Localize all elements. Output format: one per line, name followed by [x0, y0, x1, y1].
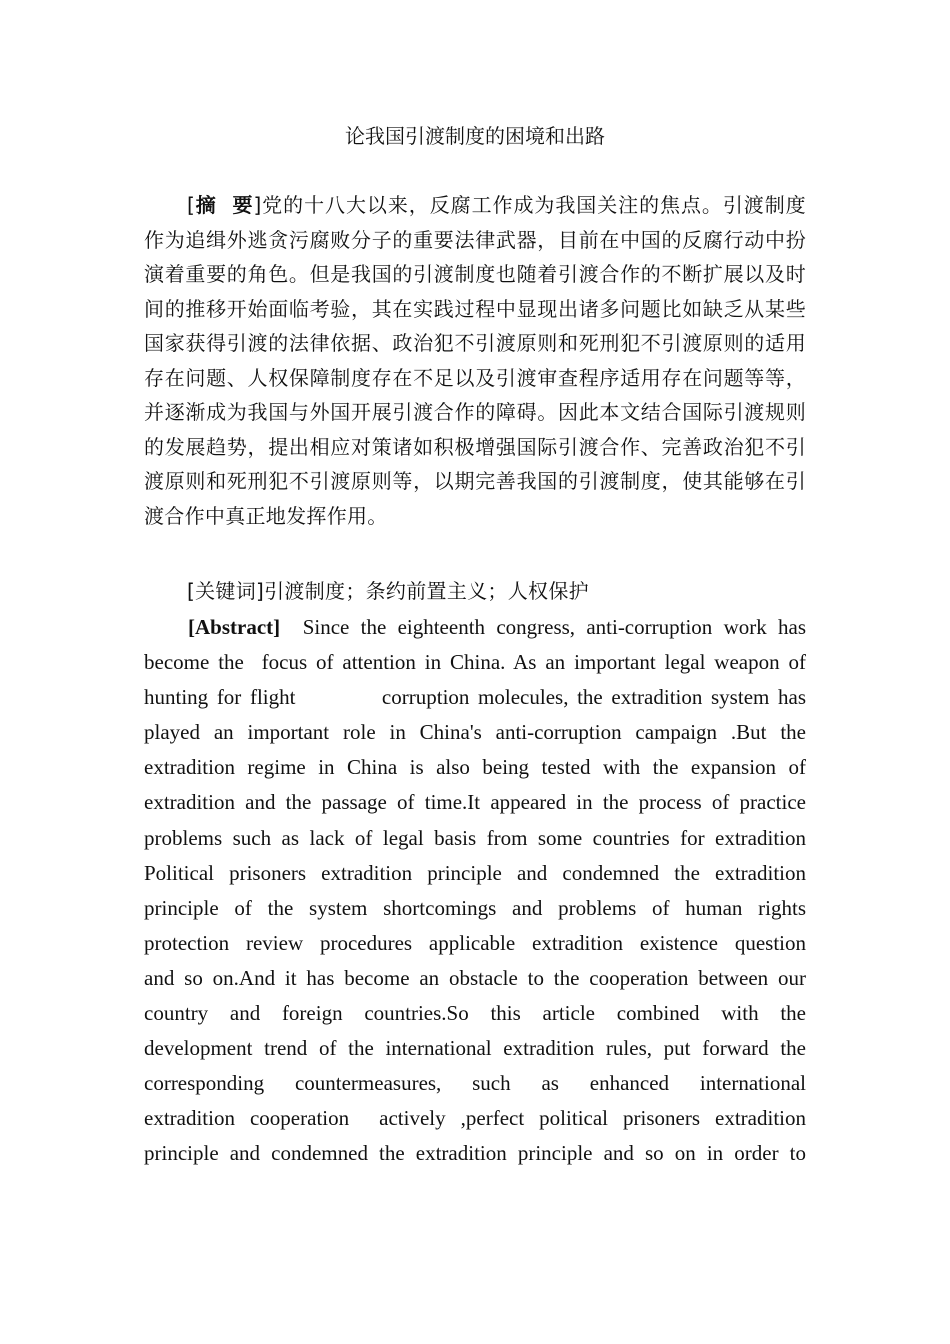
chinese-abstract [144, 188, 806, 533]
english-abstract-line: corresponding countermeasures, such as enhanced international [144, 1071, 806, 1096]
english-abstract-line: protection review procedures applicable extradition existence question [144, 930, 806, 955]
english-abstract-line: Political prisoners extradition principle and condemned the extradition [144, 860, 806, 885]
english-abstract-line: country and foreign countries.So this article combined with the [144, 1001, 806, 1026]
english-abstract-line: extradition cooperation actively ,perfect political prisoners extradition [144, 1106, 806, 1131]
english-abstract-line: and so on.And it has become an obstacle to the cooperation between our [144, 965, 806, 990]
english-abstract [144, 610, 806, 1172]
chinese-keywords [144, 574, 806, 609]
english-abstract-line: development trend of the international extradition rules, put forward the [144, 1036, 806, 1061]
chinese-abstract-text: 党的十八大以来，反腐工作成为我国关注的焦点。引渡制度作为追缉外逃贪污腐败分子的重要法律武器，目前在中国的反腐行动中扮演着重要的角色。但是我国的引渡制度也随着引渡合作的不断扩展以及时间的推移开始面临考验，其在实践过程中显现出诸多问题比如缺乏从某些国家获得引渡的法律依据、政治犯不引渡原则和死刑犯不引渡原则的适用存在问题、人权保障制度存在不足以及引渡审查程序适用存在问题等等，并逐渐成为我国与外国开展引渡合作的障碍。因此本文结合国际引渡规则的发展趋势，提出相应对策诸如积极增强国际引渡合作、完善政治犯不引渡原则和死刑犯不引渡原则等，以期完善我国的引渡制度，使其能够在引渡合作中真正地发挥作用。 [144, 193, 806, 528]
chinese-keywords-label: 关键词 [195, 579, 257, 603]
english-abstract-line-text: Since the eighteenth congress, anti-corruption work has [302, 615, 806, 639]
english-abstract-line: extradition regime in China is also being tested with the expansion of [144, 755, 806, 780]
english-abstract-line: hunting for flight corruption molecules, the extradition system has [144, 685, 806, 710]
close-bracket: ] [256, 579, 265, 603]
english-abstract-line: principle and condemned the extradition principle and so on in order to [144, 1141, 806, 1166]
english-abstract-line: become the focus of attention in China. As an important legal weapon of [144, 650, 806, 675]
english-abstract-label: [Abstract] [188, 615, 281, 639]
close-bracket: ] [253, 193, 262, 217]
open-bracket: [ [187, 193, 196, 217]
english-abstract-line: played an important role in China's anti-corruption campaign .But the [144, 720, 806, 745]
english-abstract-line: extradition and the passage of time.It appeared in the process of practice [144, 790, 806, 815]
english-abstract-line: principle of the system shortcomings and problems of human rights [144, 895, 806, 920]
chinese-abstract-label: 摘 要 [195, 193, 254, 217]
chinese-keywords-text: 引渡制度；条约前置主义；人权保护 [264, 579, 589, 603]
open-bracket: [ [187, 579, 196, 603]
english-abstract-line: problems such as lack of legal basis from some countries for extradition [144, 825, 806, 850]
english-abstract-line [144, 610, 806, 645]
paper-title: 论我国引渡制度的困境和出路 [345, 124, 605, 148]
